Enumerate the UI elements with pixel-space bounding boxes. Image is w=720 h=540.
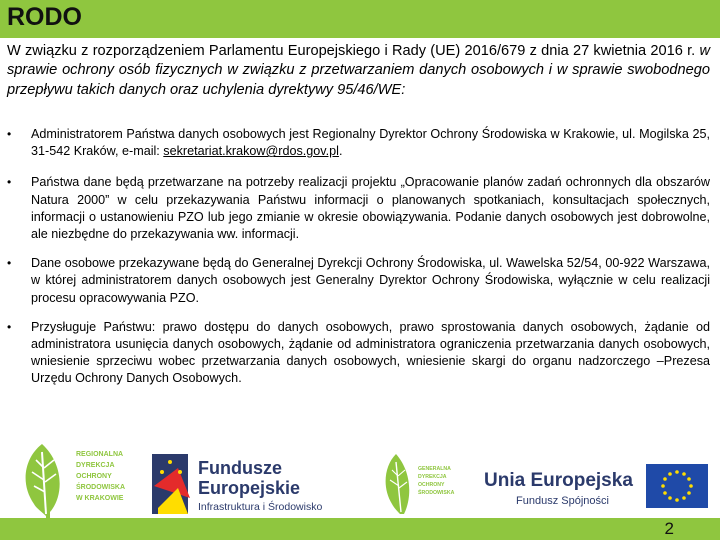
bullet-dot: •: [7, 319, 12, 334]
fe-star-icon: [152, 454, 190, 514]
intro-text-italic: w sprawie ochrony osób fizycznych w związku z przetwarzaniem danych osobowych i w sprawie swobodnego przepływu takich danych oraz uchylenia dyrektywy 95/46/WE:: [7, 43, 710, 98]
eu-flag-icon: [646, 464, 708, 508]
ue-line-2: Fundusz Spójności: [516, 495, 609, 507]
fe-line-1: Fundusze: [198, 458, 282, 478]
footer-bar: [0, 518, 720, 540]
gdos-line-1: GENERALNA: [418, 466, 451, 472]
gdos-line-3: OCHRONY: [418, 482, 445, 488]
fe-logo: [148, 448, 338, 518]
gdos-line-2: DYREKCJA: [418, 474, 447, 480]
leaf-icon: [26, 444, 60, 518]
bullet-text: Państwa dane będą przetwarzane na potrzeby realizacji projektu „Opracowanie planów zadań ochronnych dla obszarów Natura 2000” w celu przekazywania Państwu informacji o planowanych spotkaniach, konsultacjach społecznych, informacji o ustanowieniu PZO lub jego zmianie w okresie obowiązywania. Podanie danych osobowych jest dobrowolne, ale niezbędne do przekazywania ww. informacji.: [31, 175, 710, 242]
rdos-line-4: ŚRODOWISKA: [76, 484, 125, 491]
rdos-logo: [16, 440, 144, 520]
list-item: [7, 126, 710, 160]
rdos-line-2: DYREKCJA: [76, 462, 115, 469]
page-title: RODO: [7, 3, 82, 31]
page-number: 2: [664, 519, 674, 538]
intro-text-regular: W związku z rozporządzeniem Parlamentu Europejskiego i Rady (UE) 2016/679 z dnia 27 kwietnia 2016 r.: [7, 43, 700, 59]
bullet-text-end: .: [338, 144, 343, 159]
list-item: [7, 174, 710, 243]
email-link[interactable]: sekretariat.krakow@rdos.gov.pl: [163, 144, 339, 159]
rdos-line-3: OCHRONY: [76, 473, 112, 480]
list-item: [7, 255, 710, 307]
bullet-dot: •: [7, 127, 12, 141]
bullet-dot: •: [7, 256, 12, 271]
bullet-text: Administratorem Państwa danych osobowych jest Regionalny Dyrektor Ochrony Środowiska w Krakowie, ul. Mogilska 25, 31-542 Kraków, e-mail:: [31, 127, 710, 159]
title-bar: [0, 0, 720, 38]
bullet-text: Przysługuje Państwu: prawo dostępu do danych osobowych, prawo sprostowania danych osobowych, żądanie od administratora usunięcia danych osobowych, żądanie od administratora ograniczenia przetwarzania danych osobowych, wniesienie sprzeciwu wobec przetwarzania danych osobowych, wniesienie skargi do organu nadzorczego –Prezesa Urzędu Ochrony Danych Osobowych.: [31, 319, 710, 386]
rdos-line-1: REGIONALNA: [76, 451, 124, 458]
ue-line-1: Unia Europejska: [484, 470, 633, 491]
bullet-list: [7, 126, 710, 388]
gdos-logo: [382, 452, 474, 522]
fe-line-2: Europejskie: [198, 478, 301, 498]
bullet-text: Dane osobowe przekazywane będą do Generalnej Dyrekcji Ochrony Środowiska, ul. Wawelska 52/54, 00-922 Warszawa, w której administratorem danych osobowych jest Generalny Dyrektor Ochrony Środowiska, wyłącznie w celu realizacji procesu opracowywania PZO.: [31, 256, 710, 305]
leaf-icon: [386, 454, 410, 514]
ue-logo: [478, 458, 714, 520]
list-item: [7, 319, 710, 388]
intro-paragraph: [7, 42, 710, 100]
bullet-dot: •: [7, 175, 12, 190]
fe-line-3: Infrastruktura i Środowisko: [198, 501, 323, 513]
gdos-line-4: ŚRODOWISKA: [418, 490, 455, 496]
rdos-line-5: W KRAKOWIE: [76, 495, 124, 502]
